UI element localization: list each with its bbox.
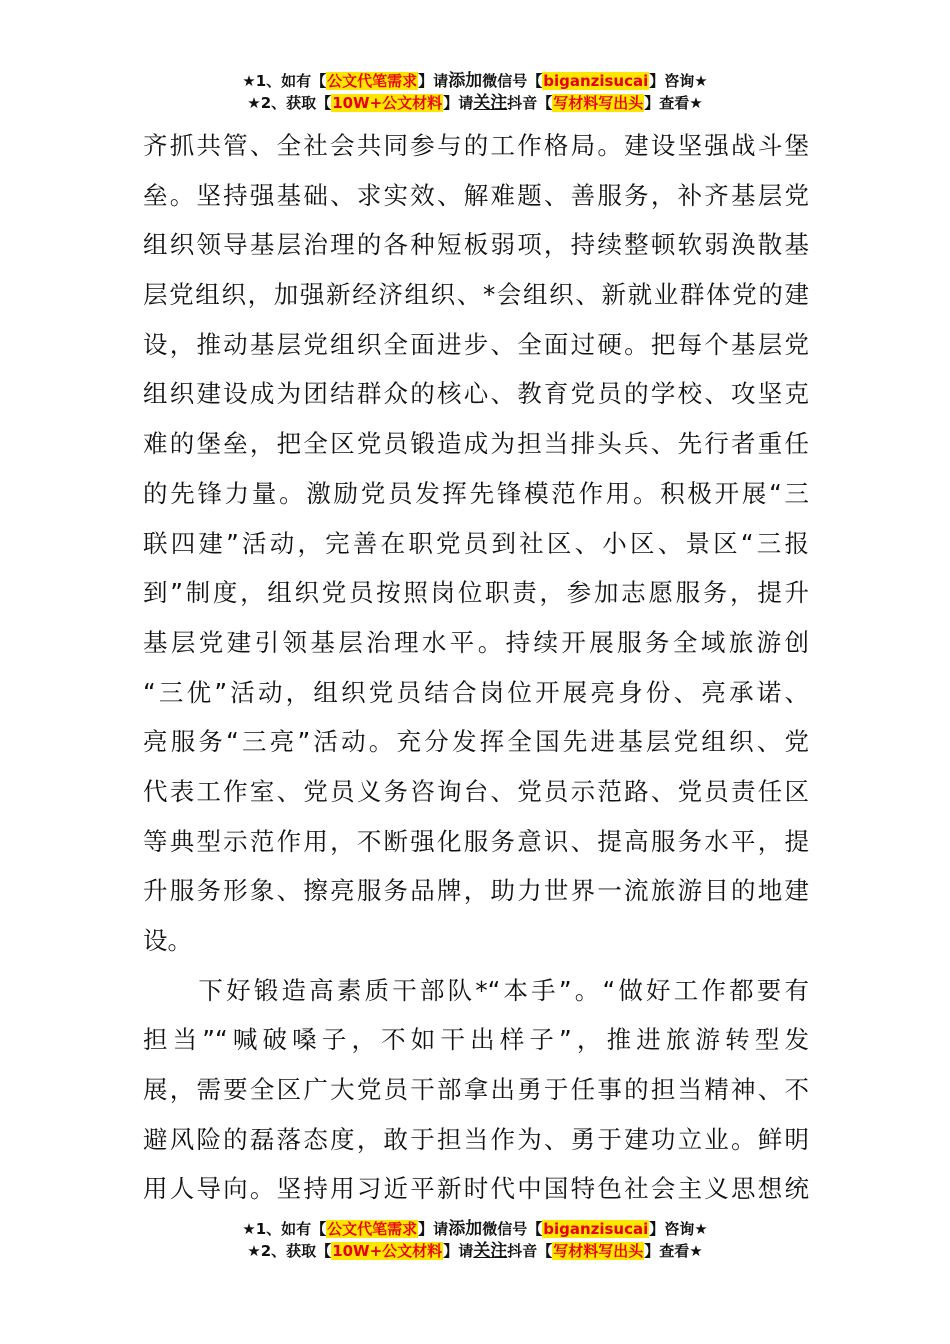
banner-emphasis: 添加: [448, 71, 483, 91]
banner-prefix: ★2、获取【: [247, 94, 332, 112]
banner-suffix: 】查看★: [644, 94, 703, 112]
document-body: [143, 121, 809, 1214]
body-line: 避风险的磊落态度，敢于担当作为、勇于建功立业。鲜明: [143, 1124, 809, 1154]
banner-text: 抖音【: [507, 94, 553, 112]
footer-banner: [0, 1218, 950, 1262]
wechat-id-highlight: biganzisucai: [543, 72, 649, 90]
body-line: 组织领导基层治理的各种短板弱项，持续整顿软弱涣散基: [143, 230, 809, 260]
body-line: 设，推动基层党组织全面进步、全面过硬。把每个基层党: [143, 329, 809, 359]
banner-line-2: [0, 1240, 950, 1262]
banner-text: 】请: [443, 94, 474, 112]
banner-text: 抖音【: [507, 1242, 553, 1260]
banner-suffix: 】查看★: [644, 1242, 703, 1260]
body-line: 升服务形象、擦亮服务品牌，助力世界一流旅游目的地建: [143, 876, 809, 906]
banner-prefix: ★1、如有【: [242, 72, 327, 90]
body-line: 垒。坚持强基础、求实效、解难题、善服务，补齐基层党: [143, 180, 809, 210]
banner-line-2: [0, 92, 950, 114]
body-line: 到”制度，组织党员按照岗位职责，参加志愿服务，提升: [143, 578, 809, 608]
body-line: 联四建”活动，完善在职党员到社区、小区、景区“三报: [143, 528, 809, 558]
banner-emphasis: 关注: [473, 1241, 508, 1261]
body-line: 担当”“喊破嗓子，不如干出样子”，推进旅游转型发: [143, 1025, 809, 1055]
banner-line-1: [0, 1218, 950, 1240]
douyin-id-highlight: 写材料写出头: [553, 94, 644, 112]
body-line: 难的堡垒，把全区党员锻造成为担当排头兵、先行者重任: [143, 429, 809, 459]
banner-emphasis: 添加: [448, 1219, 483, 1239]
body-line: 的先锋力量。激励党员发挥先锋模范作用。积极开展“三: [143, 478, 809, 508]
body-line: 设。: [143, 926, 192, 955]
banner-text: 】请: [443, 1242, 474, 1260]
banner-emphasis: 关注: [473, 93, 508, 113]
banner-prefix: ★1、如有【: [242, 1220, 327, 1238]
banner-line-1: [0, 70, 950, 92]
banner-suffix: 】咨询★: [649, 1220, 708, 1238]
body-line: 下好锻造高素质干部队*“本手”。“做好工作都要有: [143, 975, 809, 1005]
body-line: 亮服务“三亮”活动。充分发挥全国先进基层党组织、党: [143, 727, 809, 757]
body-line: 等典型示范作用，不断强化服务意识、提高服务水平，提: [143, 826, 809, 856]
body-line: 组织建设成为团结群众的核心、教育党员的学校、攻坚克: [143, 379, 809, 409]
body-line: 齐抓共管、全社会共同参与的工作格局。建设坚强战斗堡: [143, 131, 809, 160]
banner-highlight: 10W+公文材料: [332, 1242, 443, 1260]
banner-highlight: 公文代笔需求: [327, 1220, 418, 1238]
douyin-id-highlight: 写材料写出头: [553, 1242, 644, 1260]
wechat-id-highlight: biganzisucai: [543, 1220, 649, 1238]
body-line: 代表工作室、党员义务咨询台、党员示范路、党员责任区: [143, 776, 809, 806]
banner-highlight: 公文代笔需求: [327, 72, 418, 90]
body-line: “三优”活动，组织党员结合岗位开展亮身份、亮承诺、: [143, 677, 809, 707]
body-line: 用人导向。坚持用习近平新时代中国特色社会主义思想统: [143, 1174, 809, 1204]
banner-suffix: 】咨询★: [649, 72, 708, 90]
body-line: 层党组织，加强新经济组织、*会组织、新就业群体党的建: [143, 280, 809, 310]
banner-text: 】请: [418, 1220, 449, 1238]
body-line: 展，需要全区广大党员干部拿出勇于任事的担当精神、不: [143, 1075, 809, 1105]
header-banner: [0, 70, 950, 114]
banner-highlight: 10W+公文材料: [332, 94, 443, 112]
banner-text: 微信号【: [482, 72, 543, 90]
banner-prefix: ★2、获取【: [247, 1242, 332, 1260]
banner-text: 】请: [418, 72, 449, 90]
banner-text: 微信号【: [482, 1220, 543, 1238]
body-line: 基层党建引领基层治理水平。持续开展服务全域旅游创: [143, 627, 809, 657]
